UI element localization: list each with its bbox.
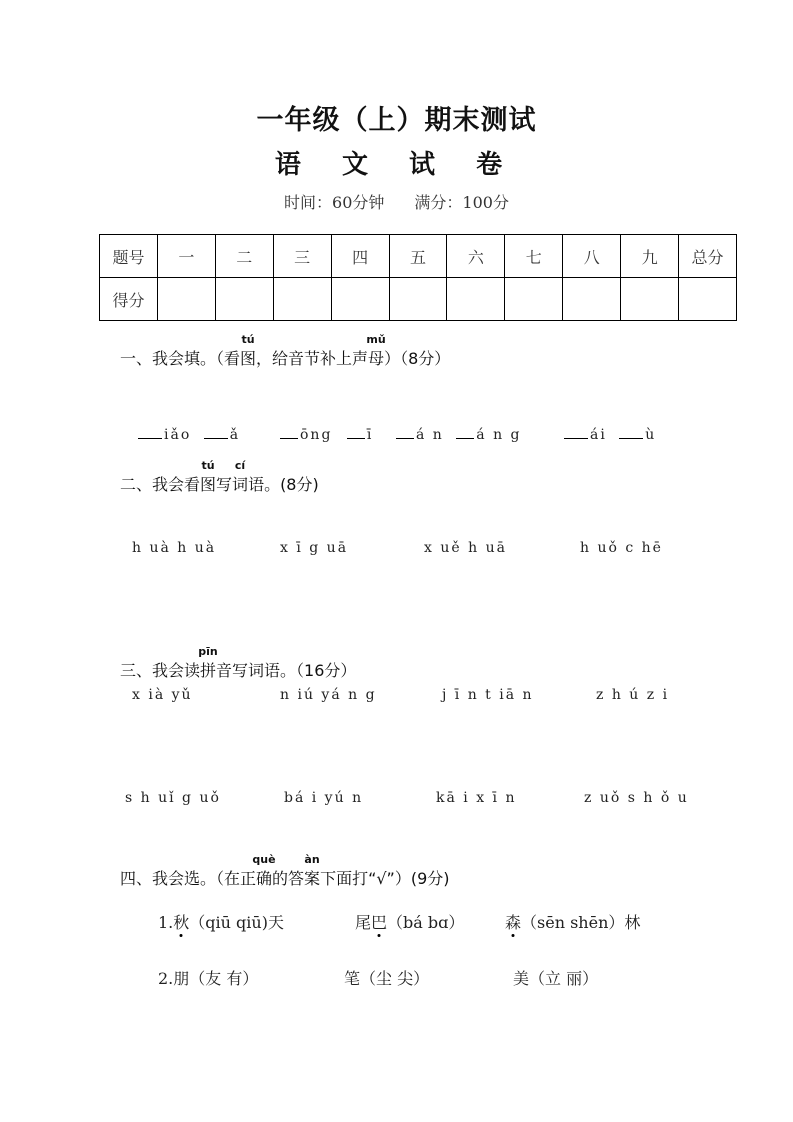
- table-cell: 三: [273, 235, 331, 278]
- score-input-cell[interactable]: [563, 278, 621, 321]
- pinyin-word: h uà h uà: [132, 540, 217, 556]
- dotted-char: 巴: [371, 910, 387, 933]
- score-input-cell[interactable]: [157, 278, 215, 321]
- answer-blank[interactable]: [619, 426, 643, 439]
- score-input-cell[interactable]: [505, 278, 563, 321]
- answer-blank[interactable]: [456, 426, 474, 439]
- page-title: 一年级（上）期末测试: [256, 105, 537, 136]
- question-2-option-c[interactable]: 美（立 丽）: [513, 969, 599, 988]
- question-1-option-a[interactable]: 1.秋（qiū qiū)天: [158, 910, 284, 933]
- answer-blank[interactable]: [396, 426, 414, 439]
- table-cell: 四: [331, 235, 389, 278]
- ruby-word: pīn 拼: [198, 645, 218, 680]
- ruby-word: mǔ 母: [366, 333, 386, 368]
- pinyin-word: h uǒ c hē: [580, 540, 663, 556]
- pinyin-word: kā i x ī n: [436, 790, 517, 806]
- table-cell: 二: [215, 235, 273, 278]
- ruby-word: cí 词: [232, 459, 249, 494]
- blank-pair-4: ái ù: [564, 426, 656, 443]
- pinyin-word: z h ú z i: [596, 687, 670, 703]
- blank-pair-1: iǎo ǎ: [138, 426, 240, 443]
- question-1-option-b[interactable]: 尾巴（bá bɑ）: [355, 910, 464, 933]
- table-cell: 八: [563, 235, 621, 278]
- time-label: 时间：60分钟: [284, 193, 385, 212]
- section-4-heading: 四、我会选。（在正 què 确的答 àn 案下面打“√”）(9分): [120, 853, 450, 888]
- page-subtitle: 语 文 试 卷: [274, 150, 519, 180]
- answer-blank[interactable]: [138, 426, 162, 439]
- pinyin-word: x uě h uā: [424, 540, 507, 556]
- score-input-cell[interactable]: [331, 278, 389, 321]
- section-2-heading: 二、我会看 tú 图写 cí 词语。(8分): [120, 459, 319, 494]
- ruby-word: què 确: [252, 853, 276, 888]
- pinyin-word: z uǒ s h ǒ u: [584, 790, 689, 806]
- pinyin-word: n iú yá n g: [280, 687, 377, 703]
- ruby-word: tú 图: [240, 333, 257, 368]
- score-table-header-row: [100, 235, 737, 278]
- dotted-char: 秋: [173, 910, 189, 933]
- blank-pair-2: ōng ī: [280, 426, 373, 443]
- score-input-cell[interactable]: [447, 278, 505, 321]
- blank-pair-3: á n á n g: [396, 426, 522, 443]
- table-cell: 九: [621, 235, 679, 278]
- table-cell: 六: [447, 235, 505, 278]
- table-cell: 得分: [100, 278, 158, 321]
- ruby-word: tú 图: [200, 459, 217, 494]
- dotted-char: 森: [505, 910, 521, 933]
- pinyin-word: x ī g uā: [280, 540, 349, 556]
- answer-blank[interactable]: [564, 426, 588, 439]
- answer-blank[interactable]: [204, 426, 228, 439]
- question-2-option-a[interactable]: 2.朋（友 有）: [158, 969, 259, 988]
- pinyin-word: s h uǐ g uǒ: [125, 790, 221, 806]
- question-1-option-c[interactable]: 森（sēn shēn）林: [505, 910, 640, 933]
- score-input-cell[interactable]: [389, 278, 447, 321]
- score-label: 满分：100分: [414, 193, 509, 212]
- score-input-cell[interactable]: [215, 278, 273, 321]
- question-2-option-b[interactable]: 笔（尘 尖）: [344, 969, 430, 988]
- pinyin-word: bá i yú n: [284, 790, 364, 806]
- table-cell: 一: [157, 235, 215, 278]
- score-table: [99, 234, 737, 321]
- score-input-cell[interactable]: [679, 278, 737, 321]
- section-3-heading: 三、我会读 pīn 拼音写词语。（16分）: [120, 645, 357, 680]
- table-cell: 题号: [100, 235, 158, 278]
- answer-blank[interactable]: [347, 426, 365, 439]
- pinyin-word: j ī n t iā n: [442, 687, 534, 703]
- pinyin-word: x ià yǔ: [132, 687, 193, 703]
- section-1-heading: 一、我会填。（看 tú 图，给音节补上声 mǔ 母）（8分）: [120, 333, 451, 368]
- answer-blank[interactable]: [280, 426, 298, 439]
- score-input-cell[interactable]: [273, 278, 331, 321]
- table-cell: 七: [505, 235, 563, 278]
- score-table-score-row: [100, 278, 737, 321]
- score-input-cell[interactable]: [621, 278, 679, 321]
- table-cell: 五: [389, 235, 447, 278]
- table-cell: 总分: [679, 235, 737, 278]
- exam-meta: [0, 190, 793, 213]
- ruby-word: àn 案: [304, 853, 321, 888]
